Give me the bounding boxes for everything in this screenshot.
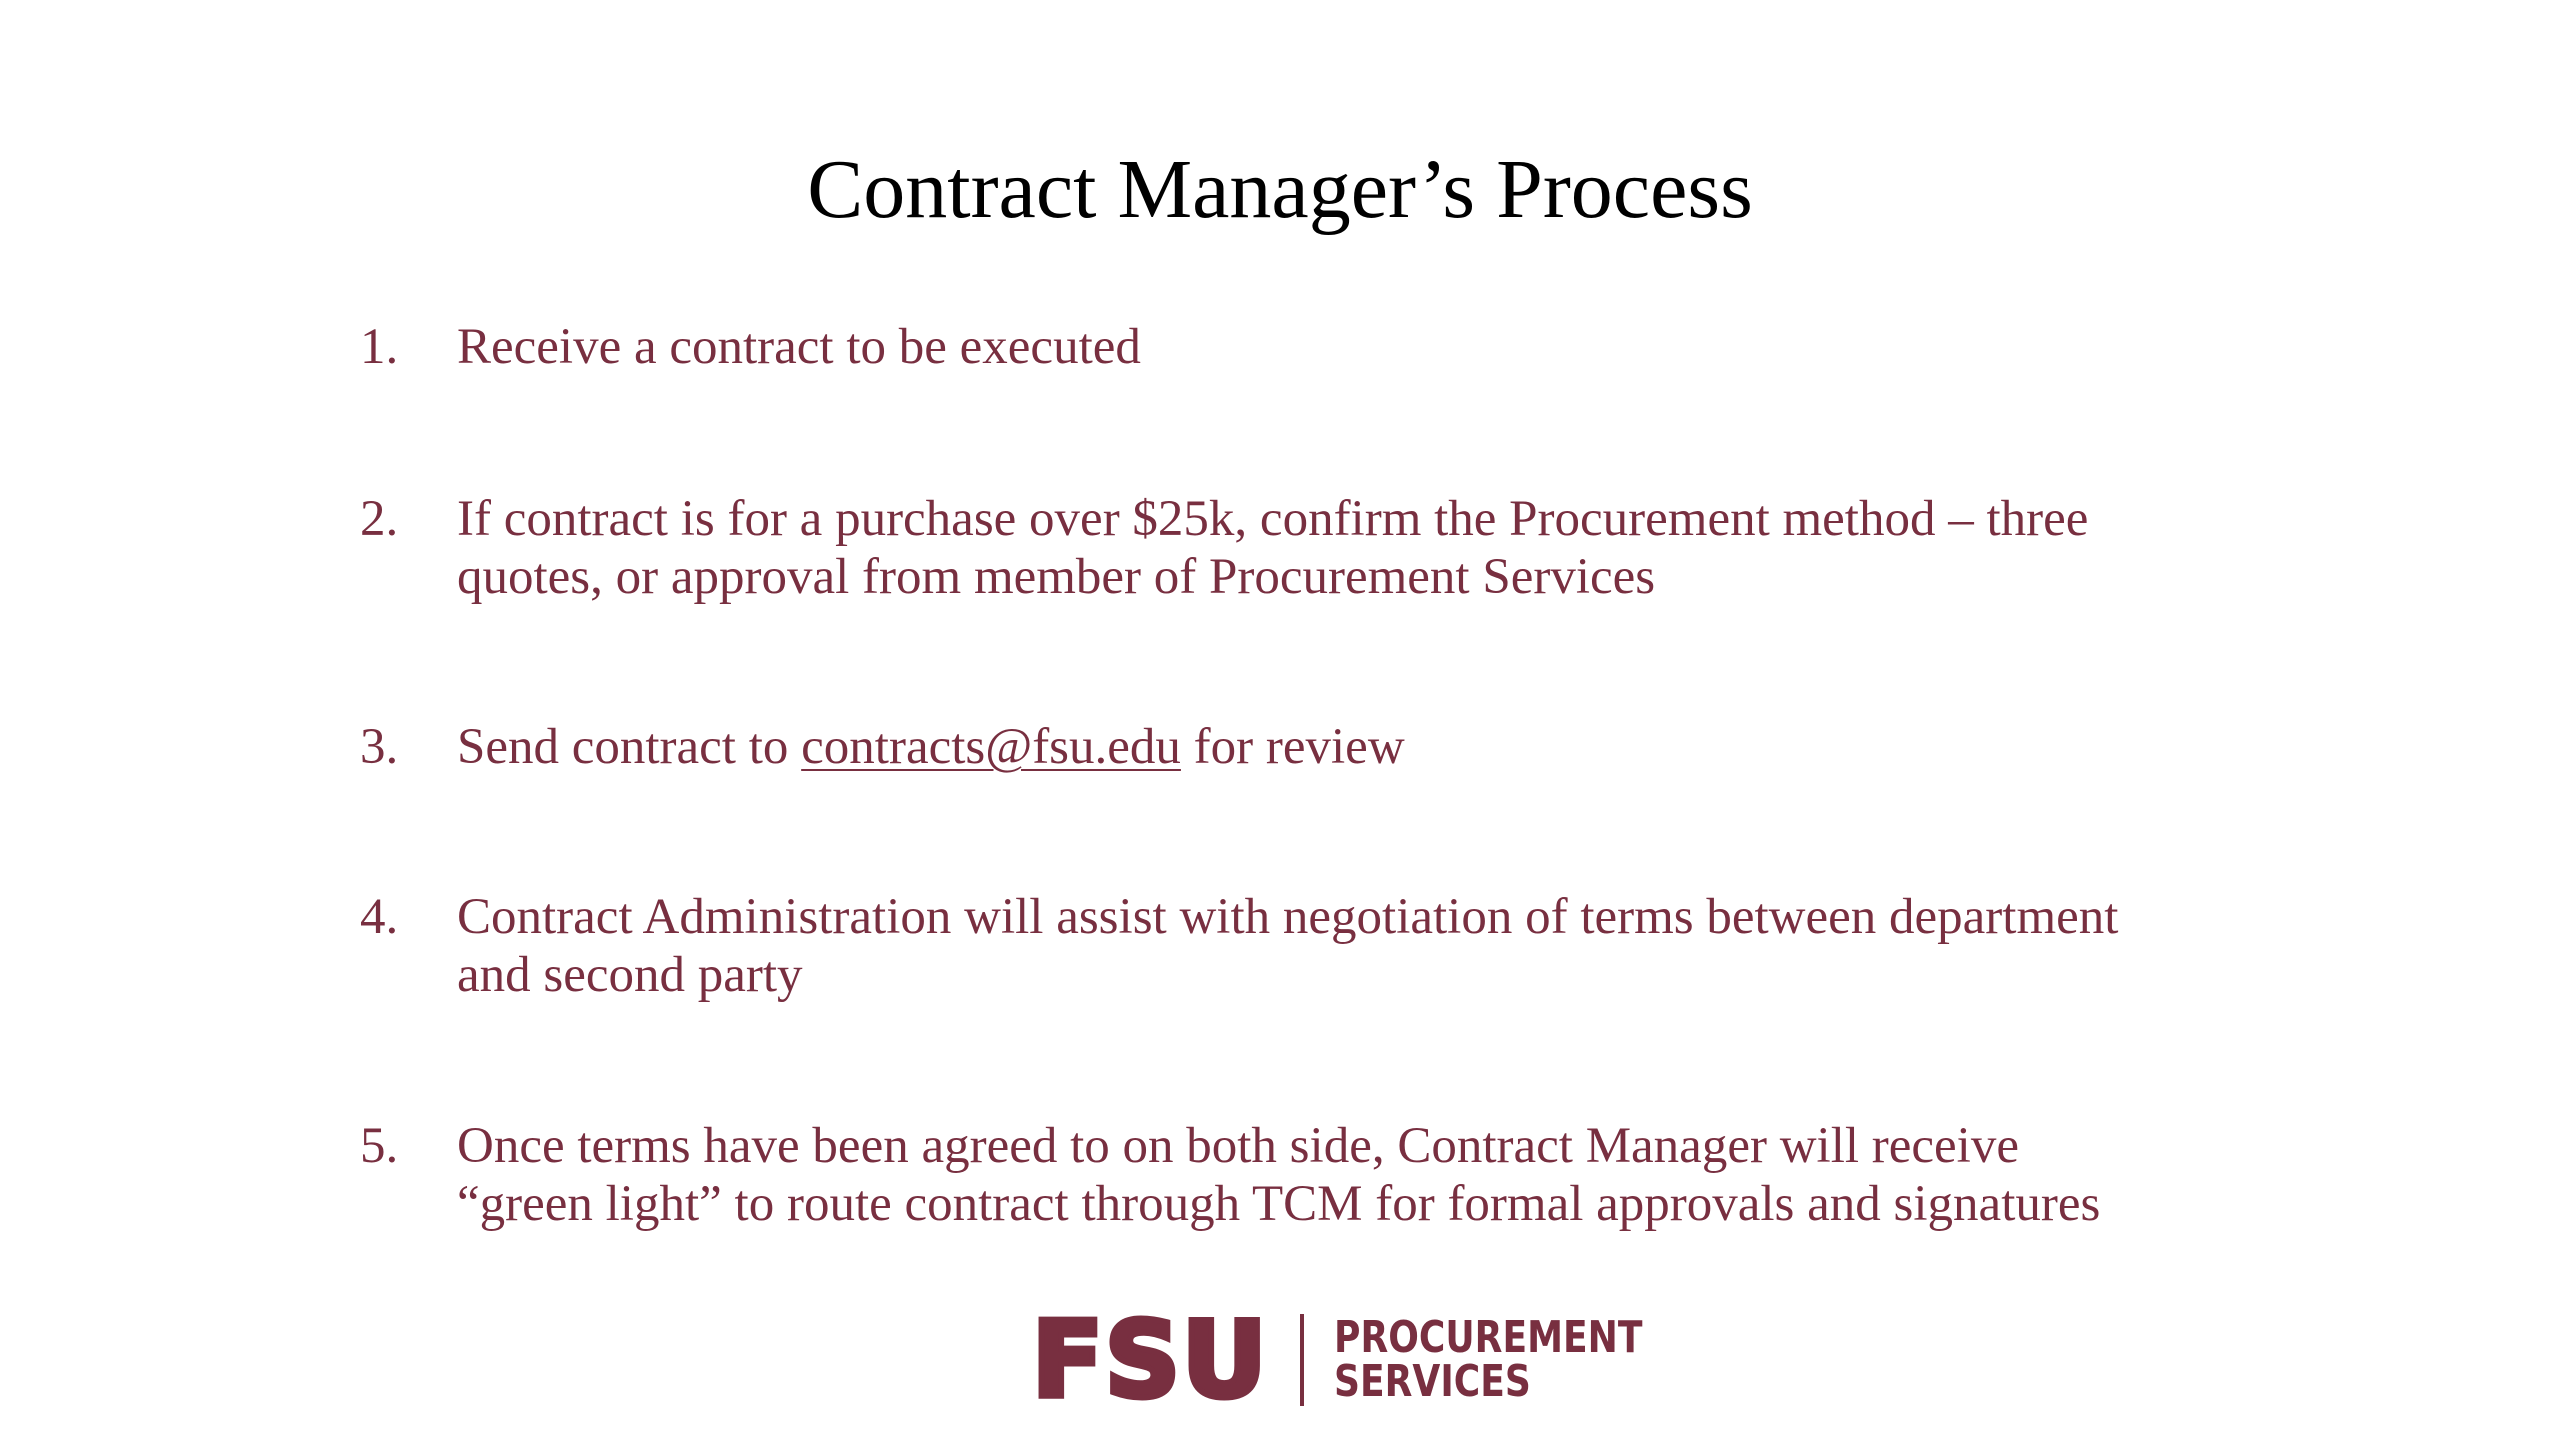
step-text: Receive a contract to be executed — [457, 319, 1141, 375]
step-number: 1. — [360, 319, 399, 375]
step-text — [457, 888, 2237, 1004]
step-number: 5. — [360, 1118, 399, 1174]
logo-wordmark-line2: SERVICES — [1334, 1356, 1532, 1407]
email-link[interactable]: contracts@fsu.edu — [801, 719, 1181, 775]
step-text-before-link: Send contract to — [457, 719, 802, 775]
logo-divider — [1300, 1314, 1304, 1406]
slide-title: Contract Manager’s Process — [807, 143, 1753, 236]
step-number: 4. — [360, 889, 399, 945]
step-text — [457, 1117, 2237, 1233]
step-number: 3. — [360, 719, 399, 775]
step-number: 2. — [360, 491, 399, 547]
step-text-line: and second party — [457, 947, 803, 1003]
logo-wordmark — [1334, 1312, 1643, 1407]
step-text-line: Once terms have been agreed to on both side, Contract Manager will receive — [457, 1118, 2019, 1174]
step-text-after-link: for review — [1180, 719, 1405, 775]
step-text — [457, 718, 2237, 776]
fsu-procurement-logo — [1032, 1299, 1711, 1421]
step-text — [457, 490, 2237, 606]
fsu-logo-mark: FSU — [1032, 1299, 1269, 1421]
step-text-line: quotes, or approval from member of Procurement Services — [457, 549, 1656, 605]
step-text-line: If contract is for a purchase over $25k, confirm the Procurement method – three — [457, 491, 2089, 547]
logo-wordmark-line1: PROCUREMENT — [1334, 1312, 1643, 1363]
step-text-line: “green light” to route contract through TCM for formal approvals and signatures — [457, 1176, 2101, 1232]
step-text-line: Contract Administration will assist with negotiation of terms between department — [457, 889, 2119, 945]
